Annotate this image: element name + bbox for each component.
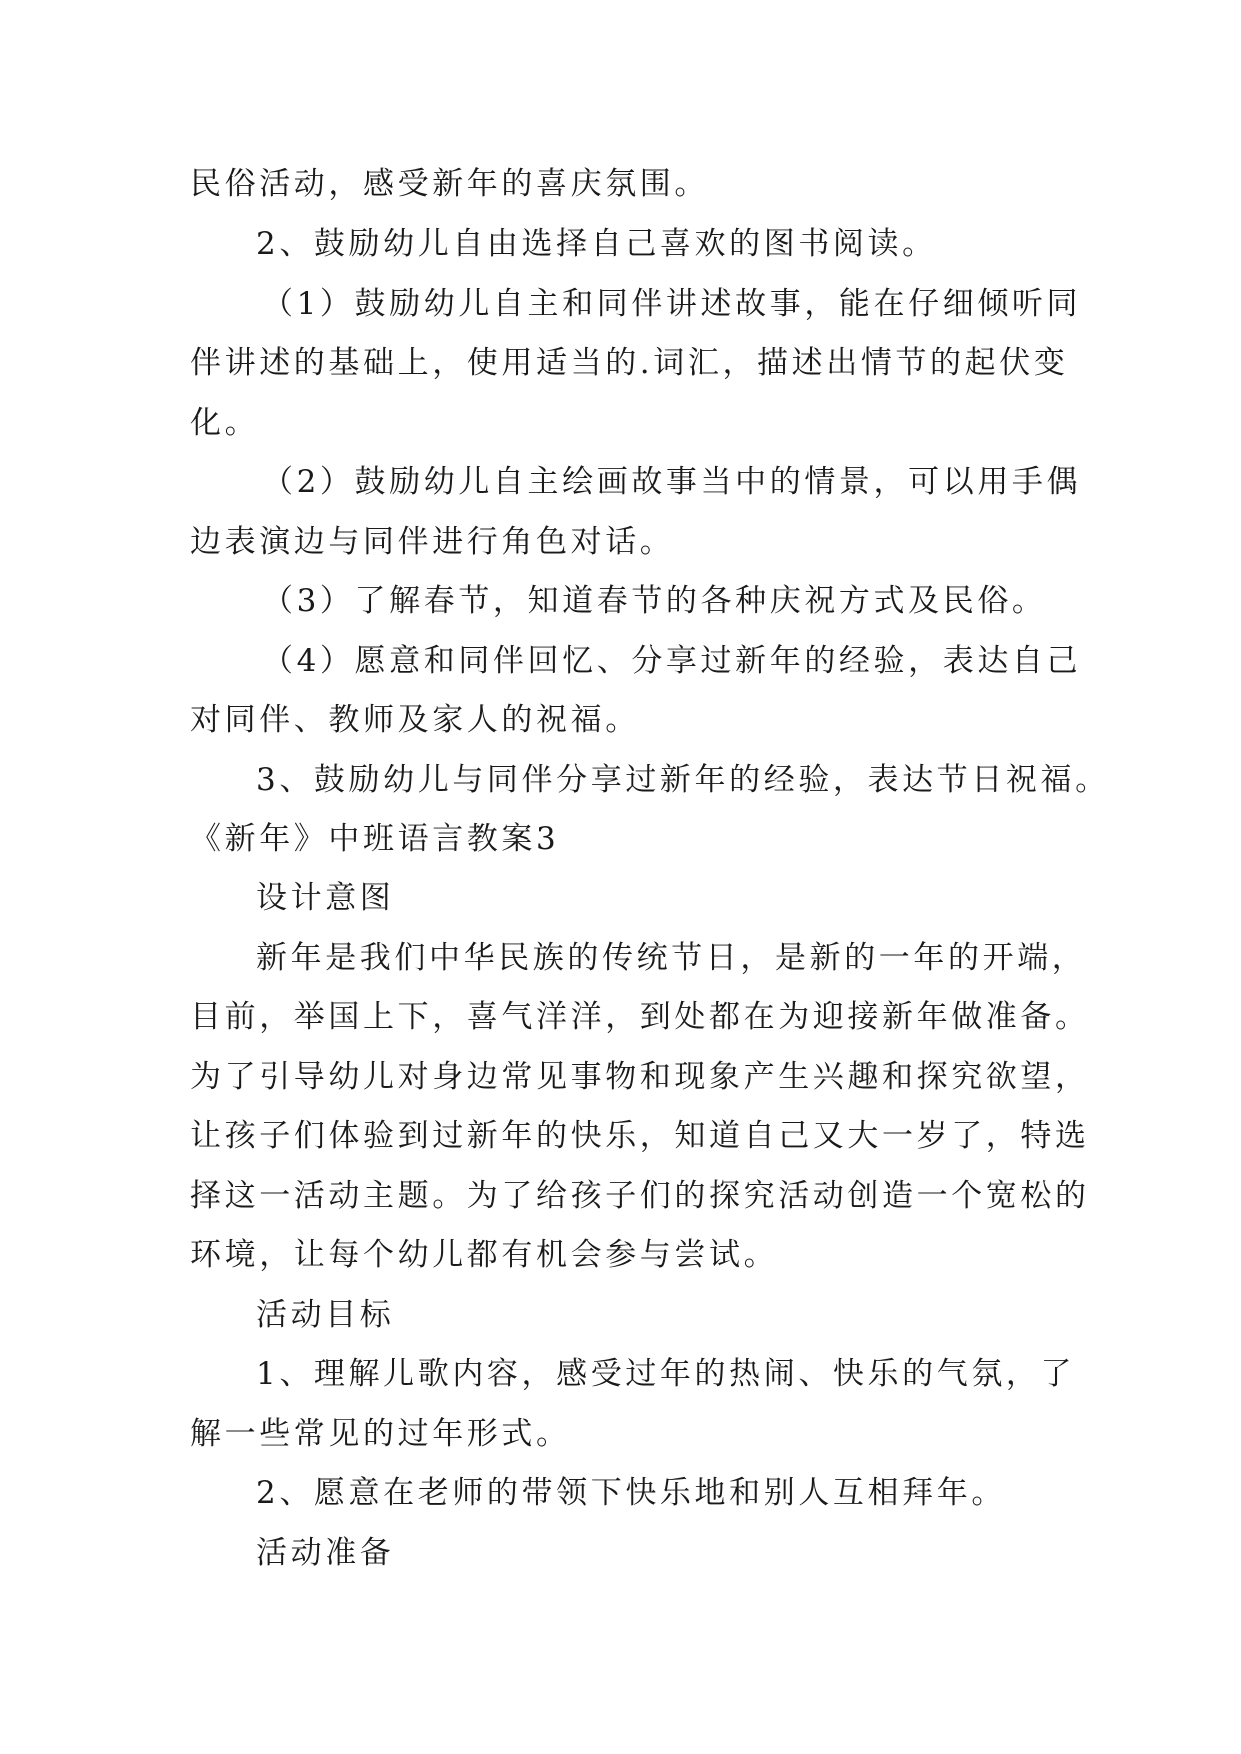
text-line: 2、愿意在老师的带领下快乐地和别人互相拜年。	[256, 1475, 1006, 1511]
text-line: 为了引导幼儿对身边常见事物和现象产生兴趣和探究欲望，	[190, 1059, 1090, 1095]
section-heading: 《新年》中班语言教案3	[190, 821, 560, 857]
text-line: 解一些常见的过年形式。	[190, 1416, 571, 1452]
text-line: （4）愿意和同伴回忆、分享过新年的经验，表达自己	[262, 643, 1082, 679]
text-line: （2）鼓励幼儿自主绘画故事当中的情景，可以用手偶	[262, 464, 1082, 500]
text-line: 伴讲述的基础上，使用适当的.词汇，描述出情节的起伏变	[190, 345, 1069, 381]
text-line: 环境，让每个幼儿都有机会参与尝试。	[190, 1237, 779, 1273]
text-line: 对同伴、教师及家人的祝福。	[190, 702, 640, 738]
text-line: 让孩子们体验到过新年的快乐，知道自己又大一岁了，特选	[190, 1118, 1090, 1154]
text-line: （1）鼓励幼儿自主和同伴讲述故事，能在仔细倾听同	[262, 286, 1082, 322]
text-line: 边表演边与同伴进行角色对话。	[190, 524, 675, 560]
text-line: 化。	[190, 405, 260, 441]
text-line: （3）了解春节，知道春节的各种庆祝方式及民俗。	[262, 583, 1047, 619]
text-line: 3、鼓励幼儿与同伴分享过新年的经验，表达节日祝福。	[256, 762, 1110, 798]
text-line: 民俗活动，感受新年的喜庆氛围。	[190, 166, 709, 202]
text-line: 1、理解儿歌内容，感受过年的热闹、快乐的气氛，了	[256, 1356, 1076, 1392]
text-line: 择这一活动主题。为了给孩子们的探究活动创造一个宽松的	[190, 1178, 1090, 1214]
subheading: 设计意图	[256, 880, 395, 916]
text-line: 2、鼓励幼儿自由选择自己喜欢的图书阅读。	[256, 226, 937, 262]
subheading: 活动准备	[256, 1535, 395, 1571]
subheading: 活动目标	[256, 1297, 395, 1333]
text-line: 目前，举国上下，喜气洋洋，到处都在为迎接新年做准备。	[190, 999, 1090, 1035]
text-line: 新年是我们中华民族的传统节日，是新的一年的开端，	[256, 940, 1087, 976]
